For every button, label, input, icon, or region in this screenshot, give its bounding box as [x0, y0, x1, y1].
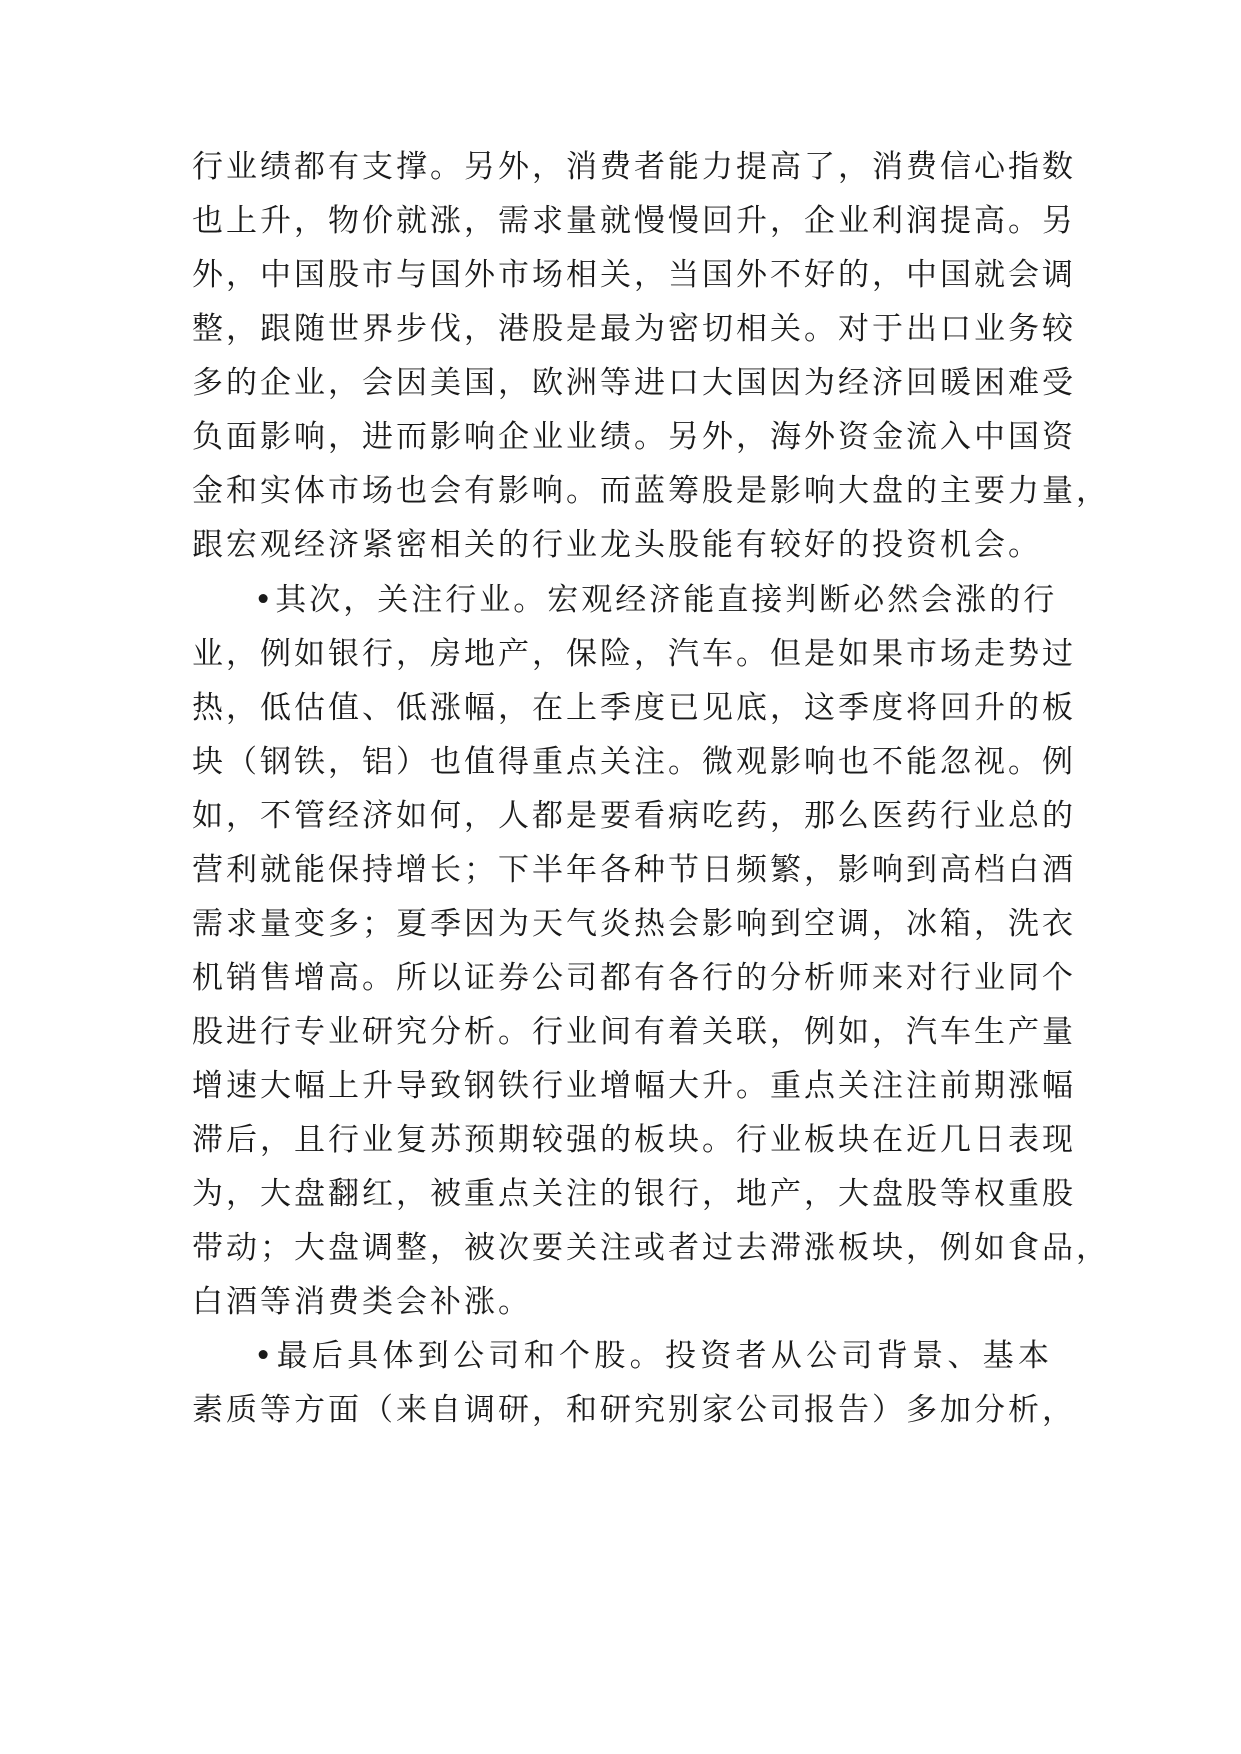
- paragraph-line: 块（钢铁，铝）也值得重点关注。微观影响也不能忽视。例: [192, 744, 1076, 780]
- paragraph-line: 业，例如银行，房地产，保险，汽车。但是如果市场走势过: [192, 636, 1076, 672]
- paragraph-line: 股进行专业研究分析。行业间有着关联，例如，汽车生产量: [192, 1014, 1076, 1050]
- paragraph-line: 多的企业，会因美国，欧洲等进口大国因为经济回暖困难受: [192, 365, 1076, 401]
- paragraph-line: 营利就能保持增长；下半年各种节日频繁，影响到高档白酒: [192, 852, 1076, 888]
- paragraph-line: 如，不管经济如何，人都是要看病吃药，那么医药行业总的: [192, 798, 1076, 834]
- paragraph-line: 白酒等消费类会补涨。: [192, 1284, 532, 1320]
- paragraph-line: 需求量变多；夏季因为天气炎热会影响到空调，冰箱，洗衣: [192, 906, 1076, 942]
- paragraph-line: 为，大盘翻红，被重点关注的银行，地产，大盘股等权重股: [192, 1176, 1076, 1212]
- paragraph-line: •最后具体到公司和个股。投资者从公司背景、基本: [254, 1338, 1052, 1374]
- paragraph-line: 整，跟随世界步伐，港股是最为密切相关。对于出口业务较: [192, 311, 1076, 347]
- paragraph-line: 增速大幅上升导致钢铁行业增幅大升。重点关注注前期涨幅: [192, 1068, 1076, 1104]
- paragraph-line: 外，中国股市与国外市场相关，当国外不好的，中国就会调: [192, 257, 1076, 293]
- paragraph-line: 金和实体市场也会有影响。而蓝筹股是影响大盘的主要力量，: [192, 473, 1110, 509]
- paragraph-line: 负面影响，进而影响企业业绩。另外，海外资金流入中国资: [192, 419, 1076, 455]
- paragraph-line: 行业绩都有支撑。另外，消费者能力提高了，消费信心指数: [192, 149, 1076, 185]
- paragraph-line: 热，低估值、低涨幅，在上季度已见底，这季度将回升的板: [192, 690, 1076, 726]
- paragraph-line: 也上升，物价就涨，需求量就慢慢回升，企业利润提高。另: [192, 203, 1076, 239]
- paragraph-line: 滞后，且行业复苏预期较强的板块。行业板块在近几日表现: [192, 1122, 1076, 1158]
- paragraph-line: 带动；大盘调整，被次要关注或者过去滞涨板块，例如食品，: [192, 1230, 1110, 1266]
- paragraph-line: •其次，关注行业。宏观经济能直接判断必然会涨的行: [254, 582, 1058, 618]
- paragraph-line: 跟宏观经济紧密相关的行业龙头股能有较好的投资机会。: [192, 527, 1042, 563]
- paragraph-line: 机销售增高。所以证券公司都有各行的分析师来对行业同个: [192, 960, 1076, 996]
- paragraph-line: 素质等方面（来自调研，和研究别家公司报告）多加分析，: [192, 1392, 1076, 1428]
